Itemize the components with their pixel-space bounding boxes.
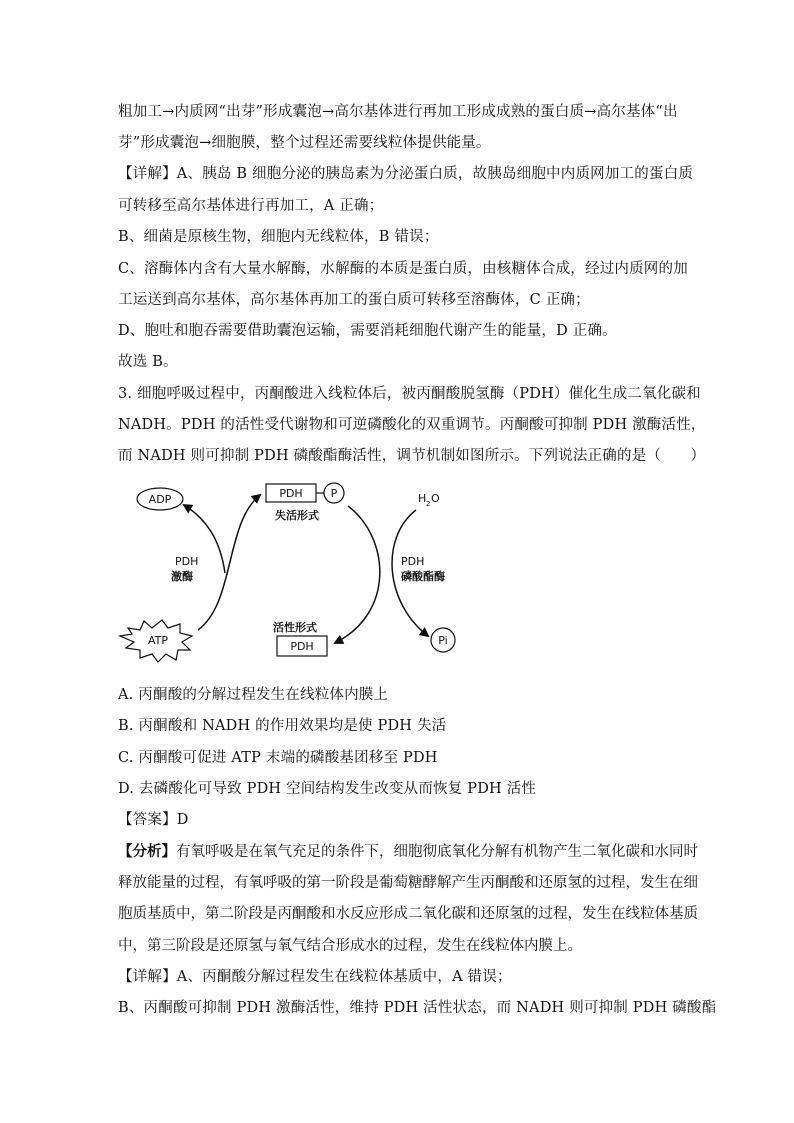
- detail-line: B、丙酮酸可抑制 PDH 激酶活性，维持 PDH 活性状态，而 NADH 则可抑制 PDH 磷酸酯: [118, 1000, 717, 1016]
- text-line: B、细菌是原核生物，细胞内无线粒体，B 错误；: [118, 229, 439, 245]
- analysis-line: 中，第三阶段是还原氢与氧气结合形成水的过程，发生在线粒体内膜上。: [118, 938, 582, 954]
- water-label: [418, 492, 440, 508]
- option-d: D. 去磷酸化可导致 PDH 空间结构发生改变从而恢复 PDH 活性: [118, 781, 537, 797]
- text-line: D、胞吐和胞吞需要借助囊泡运输，需要消耗细胞代谢产生的能量，D 正确。: [118, 323, 617, 339]
- phosphatase-label-1: PDH: [401, 555, 425, 568]
- pdh-bottom-label: PDH: [290, 640, 314, 653]
- pdh-top-label: PDH: [279, 487, 303, 500]
- pi-node: [431, 628, 455, 652]
- svg-text:O: O: [431, 492, 440, 505]
- phosphate-label: P: [330, 487, 338, 500]
- answer: 【答案】D: [118, 812, 189, 828]
- option-b: B. 丙酮酸和 NADH 的作用效果均是使 PDH 失活: [118, 718, 447, 734]
- analysis-tag: 【分析】: [118, 843, 176, 860]
- analysis-text: 有氧呼吸是在氧气充足的条件下，细胞彻底氧化分解有机物产生二氧化碳和水同时: [176, 844, 698, 860]
- analysis-first-line: [118, 842, 698, 862]
- text-line: 芽”形成囊泡→细胞膜，整个过程还需要线粒体提供能量。: [118, 135, 491, 151]
- option-c: C. 丙酮酸可促进 ATP 末端的磷酸基团移至 PDH: [118, 750, 438, 766]
- text-line: C、溶酶体内含有大量水解酶，水解酶的本质是蛋白质，由核糖体合成，经过内质网的加: [118, 261, 688, 277]
- detail-line: 【详解】A、丙酮酸分解过程发生在线粒体基质中，A 错误；: [118, 969, 512, 985]
- active-form-label: 活性形式: [273, 621, 317, 634]
- question-stem: NADH。PDH 的活性受代谢物和可逆磷酸化的双重调节。丙酮酸可抑制 PDH 激酶活性，: [118, 417, 706, 433]
- text-line: 【详解】A、胰岛 B 细胞分泌的胰岛素为分泌蛋白质，故胰岛细胞中内质网加工的蛋白质: [118, 166, 694, 182]
- kinase-label-1: PDH: [175, 555, 199, 568]
- svg-text:2: 2: [426, 500, 431, 508]
- question-stem: 3. 细胞呼吸过程中，丙酮酸进入线粒体后，被丙酮酸脱氢酶（PDH）催化生成二氧化碳和: [118, 386, 701, 402]
- atp-label: ATP: [147, 634, 169, 647]
- analysis-line: 胞质基质中，第二阶段是丙酮酸和水反应形成二氧化碳和还原氢的过程，发生在线粒体基质: [118, 906, 698, 922]
- adp-node: [137, 488, 183, 510]
- text-line: 可转移至高尔基体进行再加工，A 正确；: [118, 198, 384, 214]
- pdh-regulation-diagram: [110, 478, 470, 668]
- active-pdh-node: [273, 620, 327, 656]
- question-stem: 而 NADH 则可抑制 PDH 磷酸酯酶活性，调节机制如图所示。下列说法正确的是（ ）: [118, 448, 706, 464]
- kinase-label-2: 激酶: [171, 570, 193, 583]
- phosphatase-arrow: [335, 506, 380, 643]
- analysis-line: 释放能量的过程，有氧呼吸的第一阶段是葡萄糖酵解产生丙酮酸和还原氢的过程，发生在细: [118, 875, 698, 891]
- svg-text:H: H: [418, 492, 427, 505]
- inactive-pdh-node: [266, 483, 344, 522]
- text-line: 工运送到高尔基体，高尔基体再加工的蛋白质可转移至溶酶体，C 正确；: [118, 292, 590, 308]
- kinase-arrow: [198, 495, 260, 630]
- option-a: A. 丙酮酸的分解过程发生在线粒体内膜上: [118, 687, 389, 703]
- text-line: 粗加工→内质网“出芽”形成囊泡→高尔基体进行再加工形成成熟的蛋白质→高尔基体“出: [118, 104, 678, 120]
- phosphatase-label-2: 磷酸酯酶: [401, 570, 445, 583]
- adp-label: ADP: [148, 493, 172, 506]
- text-line: 故选 B。: [118, 354, 178, 370]
- pi-label: Pi: [438, 634, 448, 647]
- atp-node: [120, 620, 192, 662]
- inactive-form-label: 失活形式: [275, 509, 319, 522]
